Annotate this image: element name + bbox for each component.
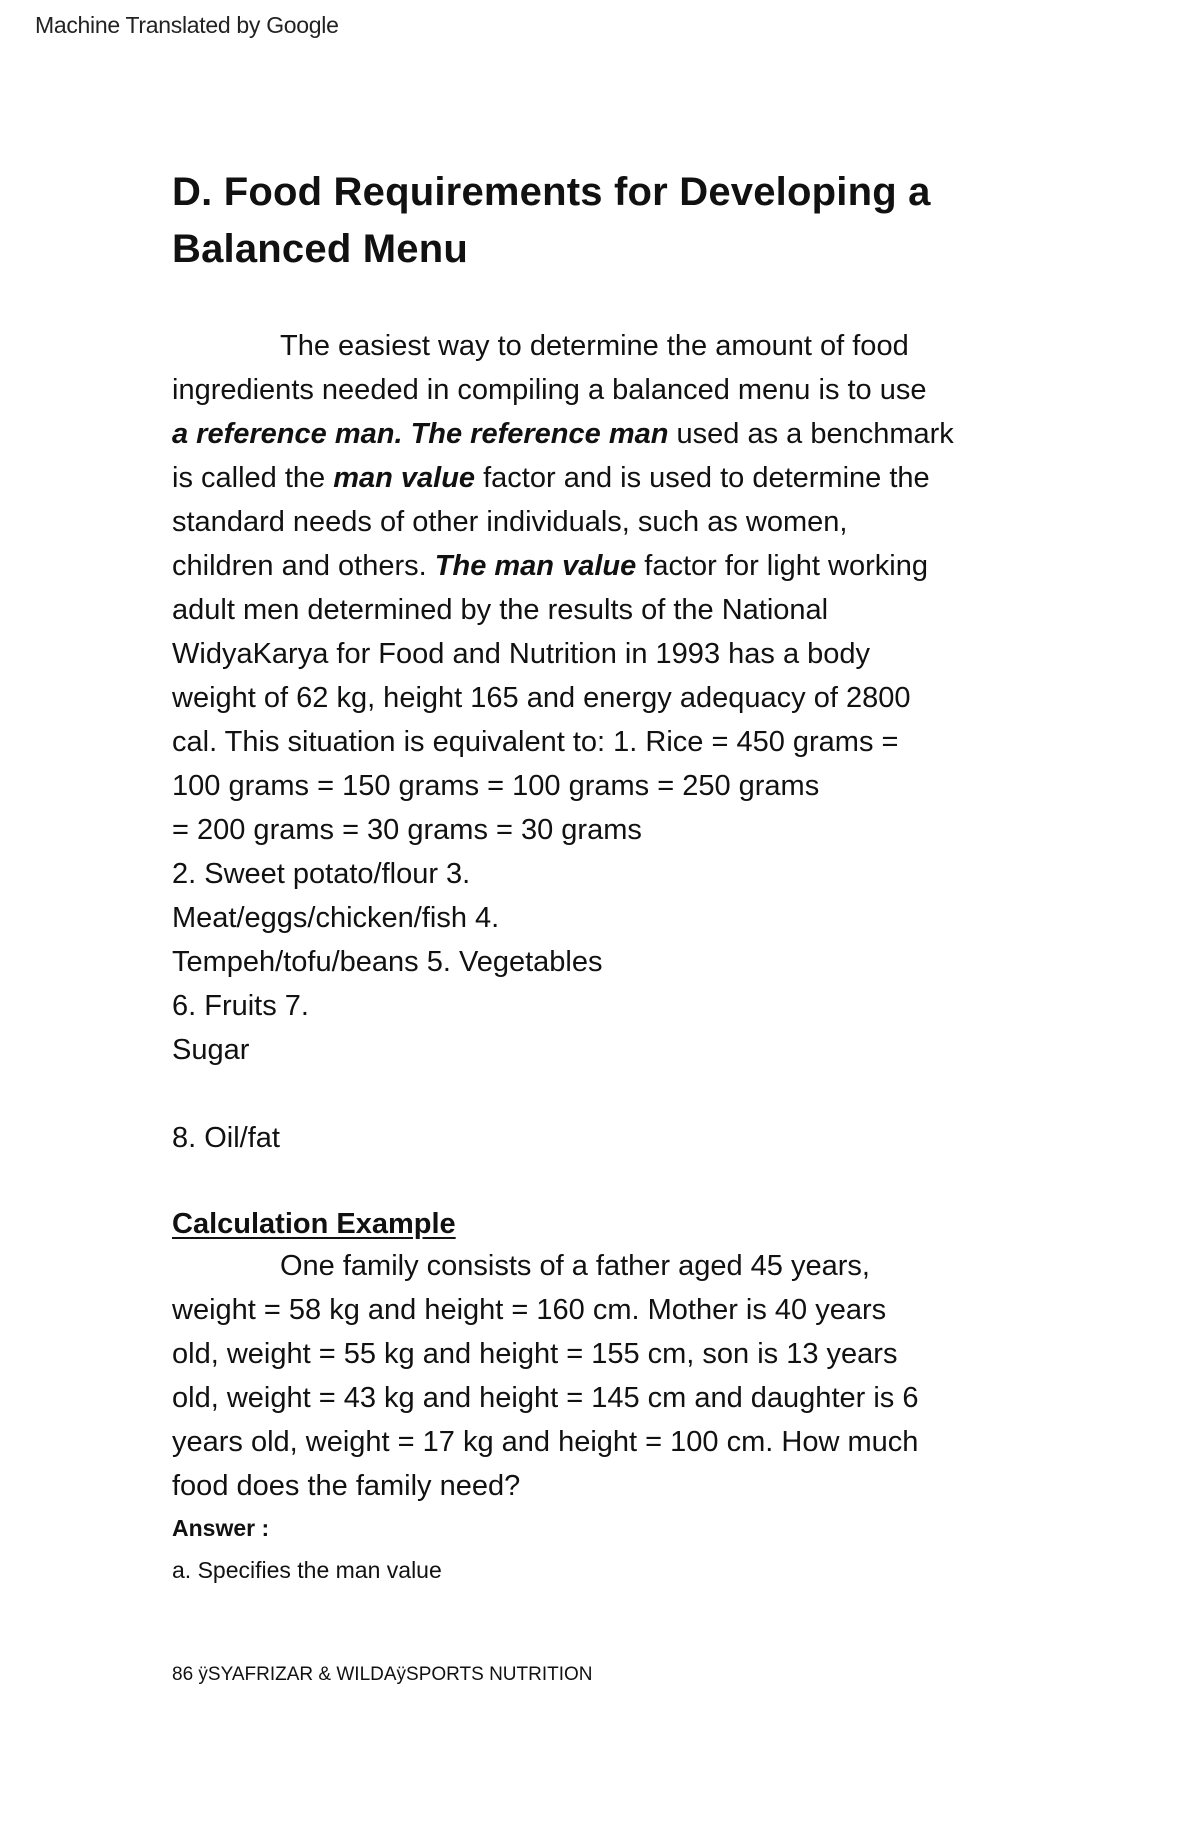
intro-line: weight of 62 kg, height 165 and energy adequacy of 2800 <box>172 682 911 714</box>
man-value-term: The man value <box>434 550 637 582</box>
man-value-term: man value <box>333 462 476 494</box>
food-list-line: 8. Oil/fat <box>172 1122 280 1154</box>
example-line: weight = 58 kg and height = 160 cm. Mother is 40 years <box>172 1294 887 1326</box>
example-line: old, weight = 55 kg and height = 155 cm, son is 13 years <box>172 1338 898 1370</box>
intro-line <box>172 456 1062 500</box>
example-line: food does the family need? <box>172 1470 521 1502</box>
intro-line: 100 grams = 150 grams = 100 grams = 250 grams <box>172 770 820 802</box>
intro-line: cal. This situation is equivalent to: 1. Rice = 450 grams = <box>172 726 899 758</box>
calculation-example-heading: Calculation Example <box>172 1208 456 1240</box>
food-list-line: Sugar <box>172 1034 250 1066</box>
intro-line: The easiest way to determine the amount of food <box>280 330 909 362</box>
page-footer: 86 ÿSYAFRIZAR & WILDAÿSPORTS NUTRITION <box>172 1664 593 1685</box>
intro-text: used as a benchmark <box>668 418 954 450</box>
intro-line <box>172 412 1062 456</box>
answer-label: Answer : <box>172 1515 270 1541</box>
intro-line: ingredients needed in compiling a balanced menu is to use <box>172 374 927 406</box>
intro-line: standard needs of other individuals, such as women, <box>172 506 848 538</box>
intro-text: children and others. <box>172 550 435 582</box>
reference-man-term: a reference man. The reference man <box>172 418 669 450</box>
food-list-line: Tempeh/tofu/beans 5. Vegetables <box>172 946 603 978</box>
intro-text: is called the <box>172 462 334 494</box>
example-line: years old, weight = 17 kg and height = 100 cm. How much <box>172 1426 919 1458</box>
intro-line <box>172 544 1062 588</box>
document-page <box>172 164 1072 1588</box>
section-title-line-2: Balanced Menu <box>172 227 468 271</box>
intro-paragraph <box>172 324 1062 1160</box>
answer-step-a: a. Specifies the man value <box>172 1557 442 1583</box>
intro-line: = 200 grams = 30 grams = 30 grams <box>172 814 642 846</box>
intro-text: factor and is used to determine the <box>475 462 930 494</box>
intro-line: adult men determined by the results of the National <box>172 594 829 626</box>
example-line: One family consists of a father aged 45 years, <box>280 1250 870 1282</box>
food-list-line: 2. Sweet potato/flour 3. <box>172 858 471 890</box>
food-list-line: 6. Fruits 7. <box>172 990 309 1022</box>
food-list-line: Meat/eggs/chicken/fish 4. <box>172 902 500 934</box>
section-title-line-1: D. Food Requirements for Developing a <box>172 170 931 214</box>
example-paragraph <box>172 1244 1072 1508</box>
intro-line: WidyaKarya for Food and Nutrition in 1993 has a body <box>172 638 871 670</box>
spacer <box>172 1072 1062 1116</box>
example-line: old, weight = 43 kg and height = 145 cm and daughter is 6 <box>172 1382 919 1414</box>
machine-translation-notice: Machine Translated by Google <box>35 12 339 38</box>
intro-text: factor for light working <box>636 550 928 582</box>
section-title <box>172 164 1072 278</box>
